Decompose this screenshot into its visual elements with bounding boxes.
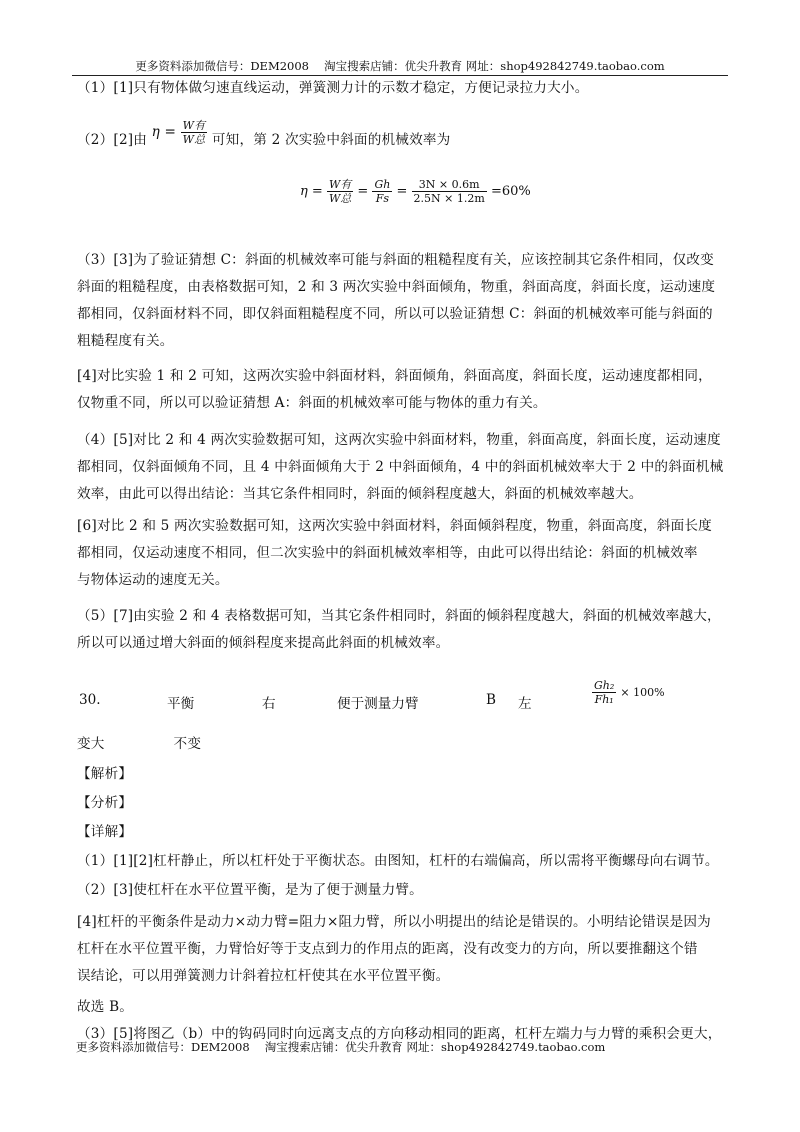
answer-3: 便于测量力臂 [337, 696, 419, 712]
text-line: [6]对比 2 和 5 两次实验数据可知，这两次实验中斜面材料，斜面倾斜程度，物重，斜面高度，斜面长度 [77, 518, 712, 534]
text-line: 误结论，可以用弹簧测力计斜着拉杠杆使其在水平位置平衡。 [77, 968, 450, 984]
header-rule [72, 75, 728, 76]
text-line: 与物体运动的速度无关。 [77, 572, 229, 588]
efficiency-equation [300, 178, 531, 205]
formula-fraction [181, 119, 208, 146]
text-line: （3）[5]将图乙（b）中的钩码同时向远离支点的方向移动相同的距离，杠杆左端力与力臂的乘积会更大， [77, 1026, 722, 1042]
fraction-denominator: Fh₁ [594, 693, 614, 706]
fraction-numerator: Gh [374, 178, 391, 191]
fraction-numerator: Gh₂ [594, 679, 615, 692]
text-line: （2）[3]使杠杆在水平位置平衡，是为了便于测量力臂。 [77, 882, 423, 898]
text-line: （3）[3]为了验证猜想 C：斜面的机械效率可能与斜面的粗糙程度有关，应该控制其它条件相同，仅改变 [77, 252, 714, 268]
text-line: 效率，由此可以得出结论：当其它条件相同时，斜面的倾斜程度越大，斜面的机械效率越大。 [77, 486, 643, 502]
formula-lhs: η = [151, 124, 177, 140]
formula-fraction [412, 178, 487, 205]
eta-formula [152, 119, 208, 146]
text-line: （5）[7]由实验 2 和 4 表格数据可知，当其它条件相同时，斜面的倾斜程度越大，斜面的机械效率越大， [77, 608, 721, 624]
section-heading: 【详解】 [77, 824, 133, 840]
question-number: 30. [79, 692, 101, 708]
fraction-numerator: W有 [328, 178, 352, 191]
page-footer: 更多资料添加微信号：DEM2008 淘宝搜索店铺：优尖升教育 网址：shop492842749.taobao.com [76, 1040, 606, 1054]
text-line-with-formula [77, 119, 451, 154]
text-line: 杠杆在水平位置平衡，力臂恰好等于支点到力的作用点的距离，没有改变力的方向，所以要推翻这个错 [77, 941, 698, 957]
text-segment: 可知，第 2 次实验中斜面的机械效率为 [211, 132, 451, 148]
page-header: 更多资料添加微信号：DEM2008 淘宝搜索店铺：优尖升教育 网址：shop492842749.taobao.com [135, 59, 665, 73]
text-line: 粗糙程度有关。 [77, 333, 174, 349]
answer-6-formula [592, 679, 665, 706]
answer-5: 左 [518, 696, 532, 712]
fraction-denominator: Fs [375, 192, 390, 205]
fraction-numerator: 3N × 0.6m [412, 178, 487, 192]
text-segment: （2）[2]由 [77, 132, 148, 148]
text-line: （1）[1][2]杠杆静止，所以杠杆处于平衡状态。由图知，杠杆的右端偏高，所以需将平衡螺母向右调节。 [77, 853, 719, 869]
formula-fraction [327, 178, 353, 205]
fraction-numerator: W有 [182, 119, 206, 132]
text-line: 都相同，仅运动速度不相同，但二次实验中的斜面机械效率相等，由此可以得出结论：斜面的机械效率 [77, 545, 698, 561]
fraction-denominator: W总 [182, 133, 206, 146]
formula-fraction [592, 679, 616, 706]
text-line: [4]对比实验 1 和 2 可知，这两次实验中斜面材料，斜面倾角，斜面高度，斜面长度，运动速度都相同， [77, 368, 712, 384]
equals-sign: = [357, 184, 369, 199]
text-line: [4]杠杆的平衡条件是动力×动力臂=阻力×阻力臂，所以小明提出的结论是错误的。小明结论错误是因为 [77, 914, 711, 930]
text-line: 所以可以通过增大斜面的倾斜程度来提高此斜面的机械效率。 [77, 635, 450, 651]
text-line: 仅物重不同，所以可以验证猜想 A：斜面的机械效率可能与物体的重力有关。 [77, 395, 547, 411]
section-heading: 【解析】 [77, 766, 133, 782]
equals-sign: = [396, 184, 408, 199]
fraction-denominator: W总 [328, 192, 352, 205]
text-line: （1）[1]只有物体做匀速直线运动，弹簧测力计的示数才稳定，方便记录拉力大小。 [77, 80, 589, 96]
formula-fraction [372, 178, 392, 205]
text-line: 都相同，仅斜面倾角不同，且 4 中斜面倾角大于 2 中斜面倾角，4 中的斜面机械效率大于 2 中的斜面机械 [77, 459, 724, 475]
fraction-denominator: 2.5N × 1.2m [413, 192, 485, 205]
text-line: 变大 不变 [77, 736, 202, 752]
answer-2: 右 [262, 696, 276, 712]
text-line: （4）[5]对比 2 和 4 两次实验数据可知，这两次实验中斜面材料，物重，斜面高度，斜面长度，运动速度 [77, 432, 721, 448]
text-line: 斜面的粗糙程度，由表格数据可知，2 和 3 两次实验中斜面倾角，物重，斜面高度，斜面长度，运动速度 [77, 279, 716, 295]
formula-lhs: η = [300, 184, 323, 199]
answer-1: 平衡 [167, 696, 195, 712]
formula-suffix: × 100% [620, 686, 665, 699]
text-line: 故选 B。 [77, 999, 134, 1015]
answer-4: B [486, 692, 496, 708]
formula-result: =60% [490, 184, 531, 199]
text-line: 都相同，仅斜面材料不同，即仅斜面粗糙程度不同，所以可以验证猜想 C：斜面的机械效率可能与斜面的 [77, 306, 713, 322]
section-heading: 【分析】 [77, 795, 133, 811]
